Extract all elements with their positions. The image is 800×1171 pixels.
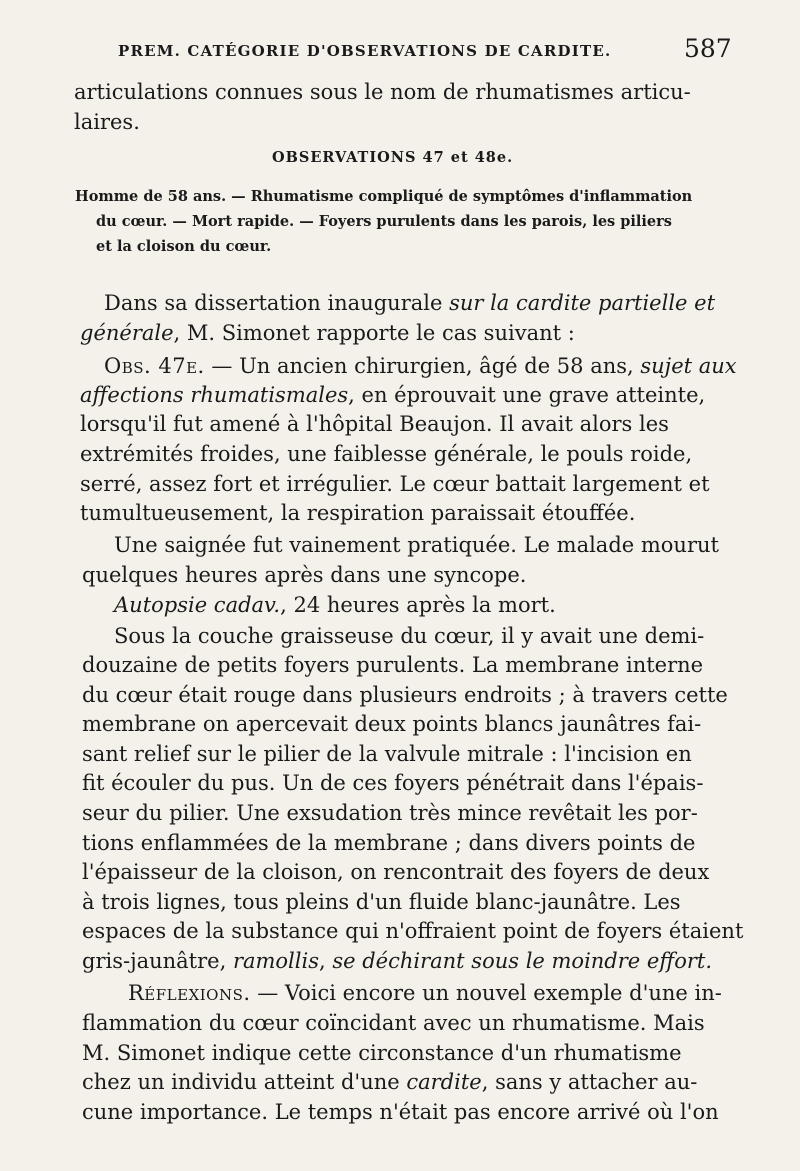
text-line: serré, assez fort et irrégulier. Le cœur battait largement et (80, 472, 710, 496)
text-span: — Voici encore un nouvel exemple d'une in- (250, 981, 722, 1005)
text-line: à trois lignes, tous pleins d'un fluide blanc-jaunâtre. Les (82, 890, 681, 914)
text-line: lorsqu'il fut amené à l'hôpital Beaujon. Il avait alors les (80, 412, 669, 436)
section-title: OBSERVATIONS 47 et 48e. (272, 149, 514, 166)
text-span: , sans y attacher au- (481, 1070, 698, 1094)
text-line (80, 323, 575, 344)
text-line (128, 983, 722, 1004)
text-line (82, 1072, 697, 1093)
obs-label: Obs. 47e. (104, 354, 205, 378)
text-line: extrémités froides, une faiblesse générale, le pouls roide, (80, 442, 693, 466)
text-span: chez un individu atteint d'une (82, 1070, 407, 1094)
italic-span: sur la cardite partielle et (449, 291, 716, 315)
text-line: articulations connues sous le nom de rhumatismes articu- (74, 80, 691, 104)
text-line (80, 385, 705, 406)
text-span: , 24 heures après la mort. (280, 593, 556, 617)
text-line: douzaine de petits foyers purulents. La membrane interne (82, 653, 704, 677)
text-line: M. Simonet indique cette circonstance d'un rhumatisme (82, 1041, 682, 1065)
text-line: flammation du cœur coïncidant avec un rhumatisme. Mais (82, 1011, 705, 1035)
text-line: quelques heures après dans une syncope. (82, 563, 527, 587)
text-span: , (318, 949, 333, 973)
text-span: , M. Simonet rapporte le cas suivant : (173, 321, 575, 345)
text-line (114, 595, 556, 616)
italic-span: sujet aux (640, 354, 737, 378)
text-line: tions enflammées de la membrane ; dans divers points de (82, 831, 696, 855)
text-line: tumultueusement, la respiration paraissait étouffée. (80, 501, 636, 525)
text-line (104, 356, 737, 377)
text-span: , en éprouvait une grave atteinte, (348, 383, 706, 407)
text-line: Une saignée fut vainement pratiquée. Le malade mourut (114, 533, 719, 557)
summary-line: Homme de 58 ans. — Rhumatisme compliqué de symptômes d'inflammation (75, 188, 693, 205)
italic-span: cardite (406, 1070, 482, 1094)
summary-line: du cœur. — Mort rapide. — Foyers purulents dans les parois, les piliers (96, 213, 672, 230)
text-span: Dans sa dissertation inaugurale (104, 291, 450, 315)
summary-line: et la cloison du cœur. (96, 238, 272, 255)
text-line: seur du pilier. Une exsudation très mince revêtait les por- (82, 801, 698, 825)
reflexions-label: Réflexions. (128, 981, 251, 1005)
text-line: fit écouler du pus. Un de ces foyers pénétrait dans l'épais- (82, 771, 704, 795)
text-line: membrane on apercevait deux points blancs jaunâtres fai- (82, 712, 702, 736)
text-line: l'épaisseur de la cloison, on rencontrait des foyers de deux (82, 860, 710, 884)
text-line: du cœur était rouge dans plusieurs endroits ; à travers cette (82, 683, 728, 707)
italic-span: affections rhumatismales (80, 383, 349, 407)
italic-span: ramollis (232, 949, 319, 973)
text-line: espaces de la substance qui n'offraient point de foyers étaient (82, 919, 744, 943)
text-line: cune importance. Le temps n'était pas encore arrivé où l'on (82, 1100, 719, 1124)
text-line (82, 951, 712, 972)
text-span: — Un ancien chirurgien, âgé de 58 ans, (204, 354, 641, 378)
italic-span: se déchirant sous le moindre effort. (332, 949, 712, 973)
text-line: sant relief sur le pilier de la valvule mitrale : l'incision en (82, 742, 692, 766)
text-line: Sous la couche graisseuse du cœur, il y avait une demi- (114, 624, 705, 648)
text-line: laires. (74, 110, 140, 134)
text-line (104, 293, 715, 314)
page-number: 587 (684, 34, 732, 63)
text-span: gris-jaunâtre, (82, 949, 233, 973)
italic-span: Autopsie cadav. (114, 593, 281, 617)
running-header: PREM. CATÉGORIE D'OBSERVATIONS DE CARDITE. (118, 42, 612, 60)
italic-span: générale (80, 321, 174, 345)
